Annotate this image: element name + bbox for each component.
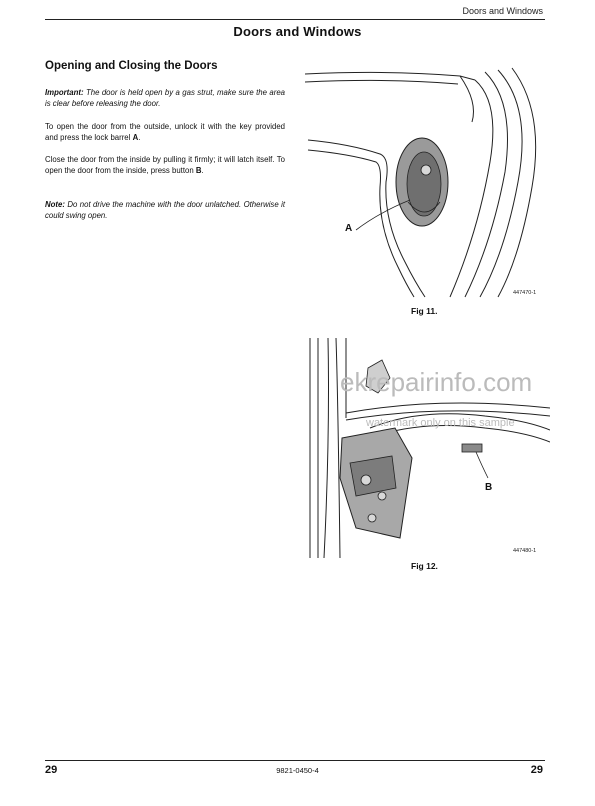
page-number-left: 29 — [45, 764, 58, 776]
footer-rule — [45, 760, 545, 761]
close-text: Close the door from the inside by pulling it firmly; it will latch itself. To open the door from the inside, press button — [45, 155, 285, 175]
important-label: Important: — [45, 88, 84, 97]
close-letter: B — [195, 166, 202, 175]
fig12-caption: Fig 12. — [411, 561, 438, 571]
document-number: 9821-0450-4 — [276, 766, 319, 775]
note-text: Do not drive the machine with the door unlatched. Otherwise it could swing open. — [45, 200, 285, 220]
page-title: Doors and Windows — [233, 24, 362, 39]
page-number-right: 29 — [530, 764, 543, 776]
section-title: Opening and Closing the Doors — [45, 60, 218, 72]
watermark-note: watermark only on this sample — [366, 417, 515, 429]
lock-barrel — [421, 165, 431, 175]
fig11-id: 447470-1 — [513, 290, 537, 296]
fig12-callout: B — [485, 482, 493, 493]
fig11-illustration — [300, 62, 550, 302]
open-text: To open the door from the outside, unlock it with the key provided and press the lock barrel — [45, 122, 285, 142]
important-text: The door is held open by a gas strut, make sure the area is clear before releasing the door. — [45, 88, 286, 108]
fig11-caption: Fig 11. — [411, 306, 438, 316]
fig11-callout: A — [345, 223, 353, 234]
note-paragraph — [45, 199, 285, 221]
fig12-id: 447480-1 — [513, 548, 537, 554]
note-label: Note: — [45, 200, 65, 209]
header-rule — [45, 19, 545, 20]
open-paragraph: To open the door from the outside, unlock it with the key provided and press the lock barrel A. — [45, 122, 285, 142]
close-paragraph: Close the door from the inside by pulling it firmly; it will latch itself. To open the door from the inside, press button B. — [45, 155, 285, 175]
watermark-site: ekrepairinfo.com — [340, 367, 533, 397]
running-header: Doors and Windows — [462, 6, 543, 16]
open-letter: A — [132, 133, 139, 142]
important-paragraph — [45, 87, 285, 109]
button-b — [462, 444, 482, 452]
